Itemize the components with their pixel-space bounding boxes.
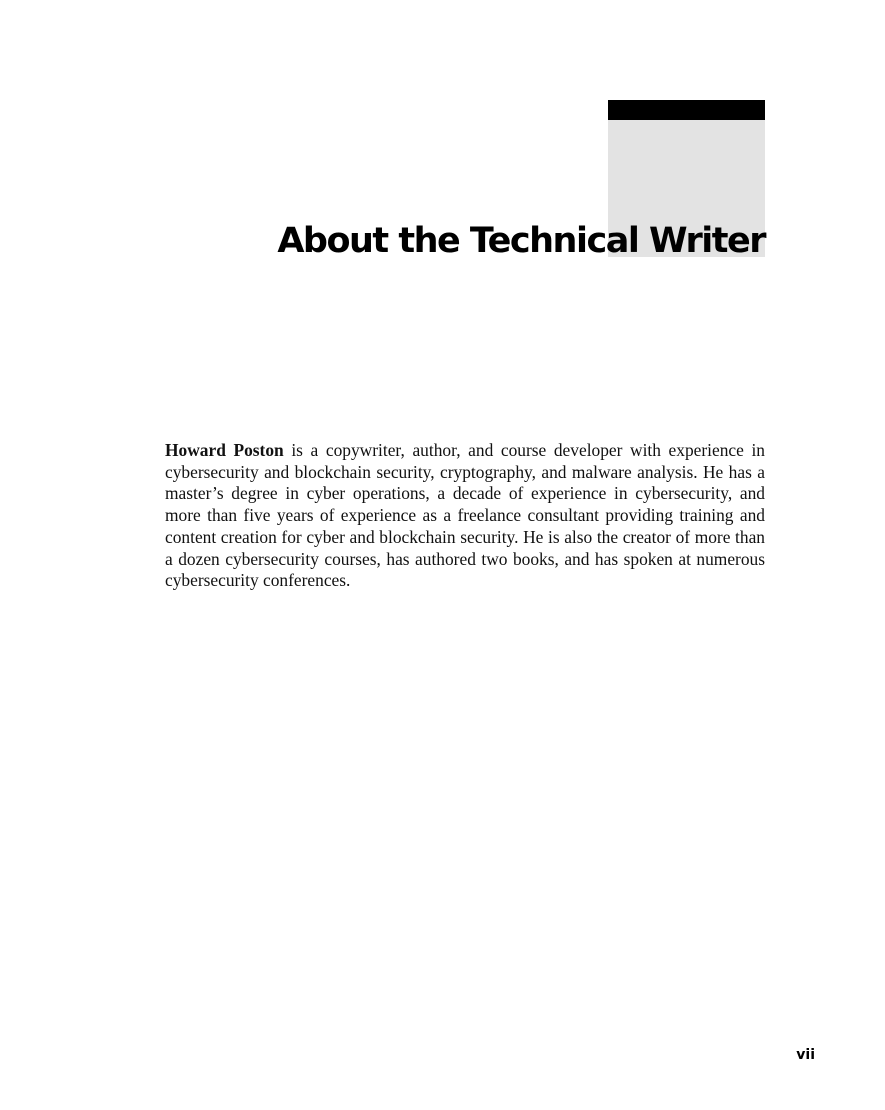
- author-bio-text: is a copywriter, author, and course developer with experience in cybersecurity and blockchain security, cryptography, and malware analysis. He has a master’s degree in cyber operations, a decade of experience in cybersecurity, and more than five years of experience as a freelance consultant providing training and content creation for cyber and blockchain security. He is also the creator of more than a dozen cybersecurity courses, has authored two books, and has spoken at numerous cybersecurity conferences.: [165, 440, 765, 591]
- page-title: About the Technical Writer: [277, 221, 765, 261]
- chapter-header-bar: [608, 100, 765, 120]
- author-bio-paragraph: [165, 440, 765, 592]
- page-number: vii: [796, 1047, 815, 1063]
- author-name: Howard Poston: [165, 440, 284, 460]
